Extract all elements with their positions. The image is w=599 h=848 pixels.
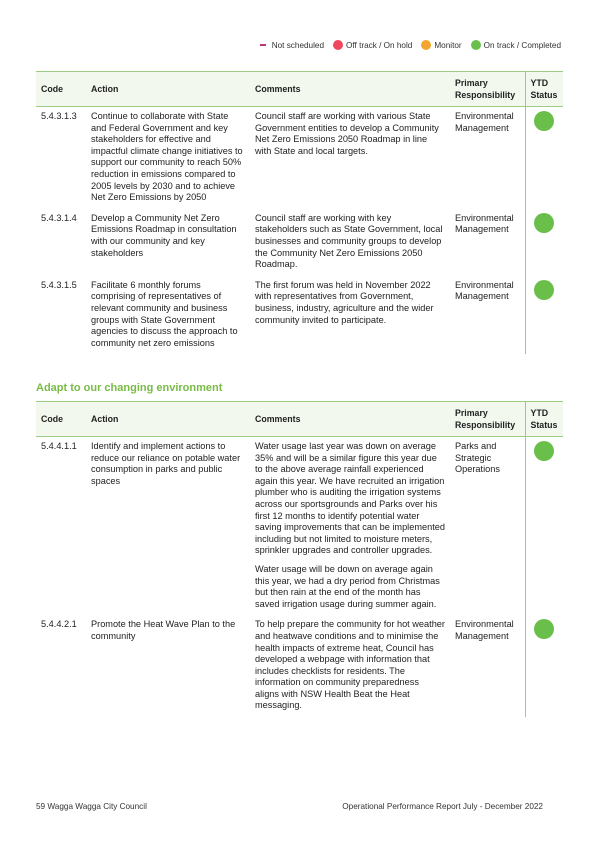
- header-comments: Comments: [250, 72, 450, 107]
- comment-text: The first forum was held in November 2022 with representatives from Government, business, industry, agriculture and the wider community invited to participate.: [255, 279, 434, 325]
- ytd-status: [525, 615, 563, 717]
- table-row: [36, 437, 563, 616]
- primary-responsibility: Parks and Strategic Operations: [455, 441, 500, 475]
- table-row: [36, 276, 563, 355]
- action-text: Continue to collaborate with State and Federal Government and key stakeholders for effective and impactful climate change initiatives to support our community to reach 50% reduction in emissions compared to 2005 levels by 2030 and to achieve Net Zero Emissions by 2050: [91, 111, 243, 203]
- actions-table-adapt: [36, 401, 563, 717]
- comment-text: Water usage will be down on average again this year, we had a dry period from Christmas but then rain at the end of the month has saved irrigation usage during summer again.: [255, 563, 440, 609]
- red-dot-icon: [333, 40, 343, 50]
- legend-label: Monitor: [434, 40, 462, 50]
- comments-cell: [250, 209, 450, 276]
- orange-dot-icon: [421, 40, 431, 50]
- comments-cell: [250, 276, 450, 355]
- action-code: 5.4.3.1.5: [41, 279, 77, 290]
- legend-label: Off track / On hold: [346, 40, 413, 50]
- ytd-status: [525, 437, 563, 616]
- ytd-status: [525, 209, 563, 276]
- header-responsibility: Primary Responsibility: [450, 402, 525, 437]
- header-code: Code: [36, 402, 86, 437]
- comments-cell: [250, 107, 450, 209]
- status-green-dot-icon: [534, 280, 554, 300]
- table-header-row: [36, 72, 563, 107]
- header-code: Code: [36, 72, 86, 107]
- ytd-status: [525, 276, 563, 355]
- section-heading: Adapt to our changing environment: [36, 382, 223, 394]
- legend-label: On track / Completed: [483, 40, 561, 50]
- header-status: YTD Status: [525, 402, 563, 437]
- header-action: Action: [86, 72, 250, 107]
- header-comments: Comments: [250, 402, 450, 437]
- status-green-dot-icon: [534, 441, 554, 461]
- footer-report-title: Operational Performance Report July - December 2022: [342, 802, 543, 811]
- table-header-row: [36, 402, 563, 437]
- table-row: [36, 107, 563, 209]
- not-scheduled-dash-icon: [260, 44, 266, 46]
- comment-text: Council staff are working with key stakeholders such as State Government, local businesses and community groups to develop the Community Net Zero Emissions 2050 Roadmap.: [255, 212, 443, 270]
- header-action: Action: [86, 402, 250, 437]
- green-dot-icon: [471, 40, 481, 50]
- action-code: 5.4.4.1.1: [41, 441, 77, 451]
- comments-cell: [250, 437, 450, 616]
- action-code: 5.4.3.1.4: [41, 212, 77, 223]
- status-green-dot-icon: [534, 213, 554, 233]
- primary-responsibility: Environmental Management: [455, 111, 514, 133]
- comment-text: Water usage last year was down on average 35% and will be a similar figure this year due to the above average rainfall experienced again this year. We have recruited an irrigation plumber who is auditing the irrigation systems across our sportsgrounds and Parks over his first 12 months to identify potential water saving improvements that can be implemented including but not limited to moisture meters, sprinkler upgrades and controller upgrades.: [255, 441, 445, 556]
- legend-monitor: [421, 40, 461, 50]
- header-responsibility: Primary Responsibility: [450, 72, 525, 107]
- action-text: Facilitate 6 monthly forums comprising of representatives of relevant community and business groups with State Government agencies to discuss the approach to community net zero emissions: [91, 279, 238, 348]
- action-code: 5.4.4.2.1: [41, 619, 77, 630]
- legend-on-track: [471, 40, 561, 50]
- primary-responsibility: Environmental Management: [455, 212, 514, 235]
- actions-table-emissions: [36, 71, 563, 354]
- status-legend: [251, 40, 561, 50]
- ytd-status: [525, 107, 563, 209]
- action-text: Develop a Community Net Zero Emissions Roadmap in consultation with our community and key stakeholders: [91, 212, 237, 258]
- status-green-dot-icon: [534, 111, 554, 131]
- action-code: 5.4.3.1.3: [41, 111, 77, 121]
- comment-text: Council staff are working with various State Government entities to develop a Community Net Zero Emissions 2050 Roadmap in line with State and local targets.: [255, 111, 439, 156]
- table-row: [36, 615, 563, 717]
- primary-responsibility: Environmental Management: [455, 619, 514, 641]
- table-row: [36, 209, 563, 276]
- legend-off-track: [333, 40, 412, 50]
- action-text: Promote the Heat Wave Plan to the community: [91, 619, 236, 641]
- primary-responsibility: Environmental Management: [455, 279, 514, 302]
- legend-not-scheduled: [260, 41, 324, 50]
- status-green-dot-icon: [534, 619, 554, 639]
- footer-page-info: 59 Wagga Wagga City Council: [36, 802, 147, 811]
- legend-label: Not scheduled: [271, 40, 325, 50]
- comments-cell: [250, 615, 450, 717]
- comment-text: To help prepare the community for hot weather and heatwave conditions and to minimise the health impacts of extreme heat, Council has developed a webpage with information that includes checklists for residents. The information on community preparedness aligns with NSW Health Beat the Heat messaging.: [255, 619, 445, 711]
- action-text: Identify and implement actions to reduce our reliance on potable water consumption in parks and public spaces: [91, 441, 241, 486]
- header-status: YTD Status: [525, 72, 563, 107]
